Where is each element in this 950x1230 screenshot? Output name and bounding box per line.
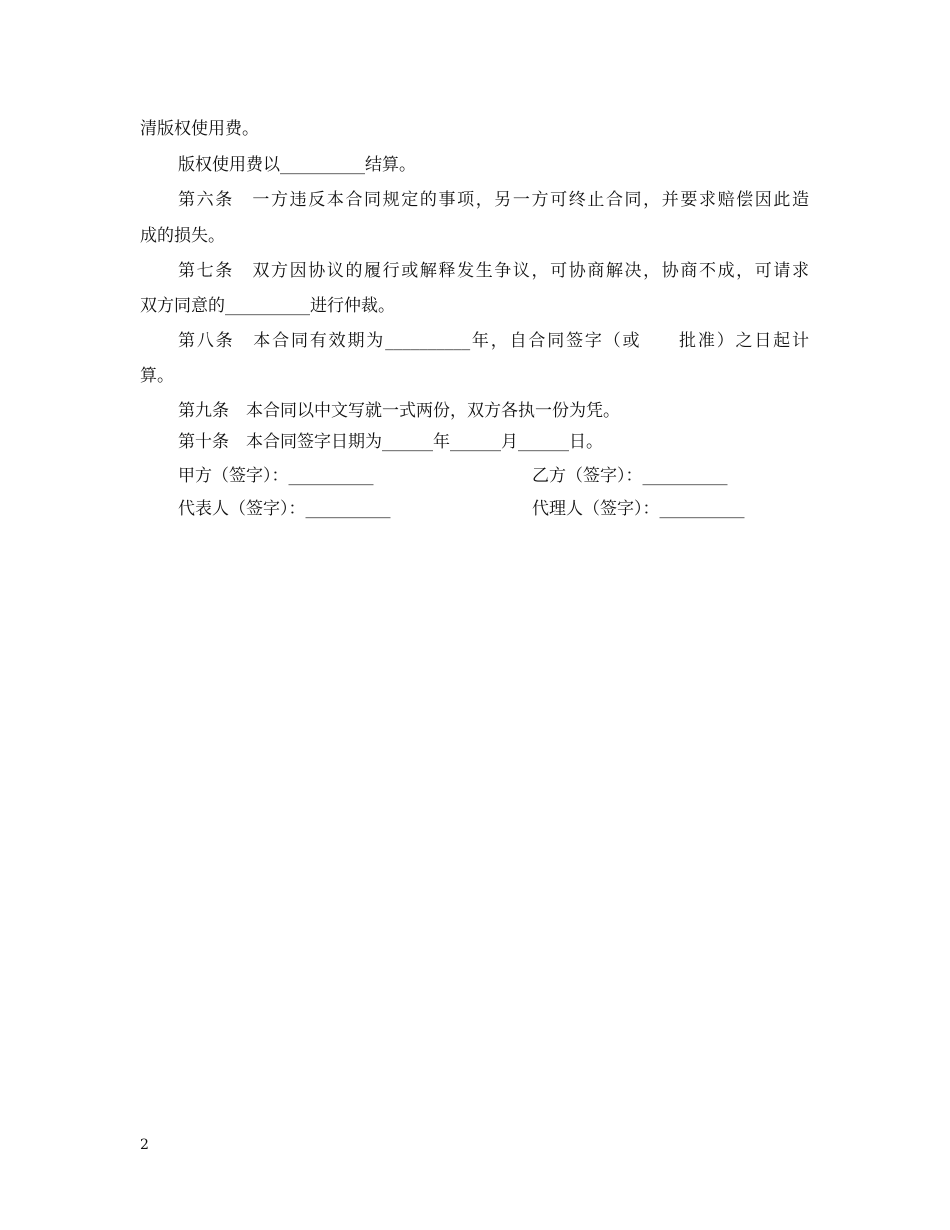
paragraph-line: 版权使用费以__________结算。 bbox=[178, 155, 416, 175]
article-7-line-1: 第七条 双方因协议的履行或解释发生争议，可协商解决，协商不成，可请求 bbox=[178, 261, 809, 281]
party-a-signature: 甲方（签字）：__________ bbox=[178, 466, 374, 486]
party-b-signature: 乙方（签字）：__________ bbox=[532, 466, 728, 486]
article-6-line-2: 成的损失。 bbox=[140, 226, 225, 246]
article-6-line-1: 第六条 一方违反本合同规定的事项，另一方可终止合同，并要求赔偿因此造 bbox=[178, 190, 809, 210]
article-8-line-1: 第八条 本合同有效期为__________年，自合同签字（或 批准）之日起计 bbox=[178, 331, 809, 351]
article-10: 第十条 本合同签字日期为______年______月______日。 bbox=[178, 432, 603, 452]
article-9: 第九条 本合同以中文写就一式两份，双方各执一份为凭。 bbox=[178, 401, 620, 421]
agent-signature: 代理人（签字）：__________ bbox=[532, 499, 745, 519]
paragraph-line: 清版权使用费。 bbox=[140, 119, 259, 139]
article-8-line-2: 算。 bbox=[140, 366, 174, 386]
article-7-line-2: 双方同意的__________进行仲裁。 bbox=[140, 296, 395, 316]
representative-signature: 代表人（签字）：__________ bbox=[178, 499, 391, 519]
page-number: 2 bbox=[140, 1137, 149, 1153]
